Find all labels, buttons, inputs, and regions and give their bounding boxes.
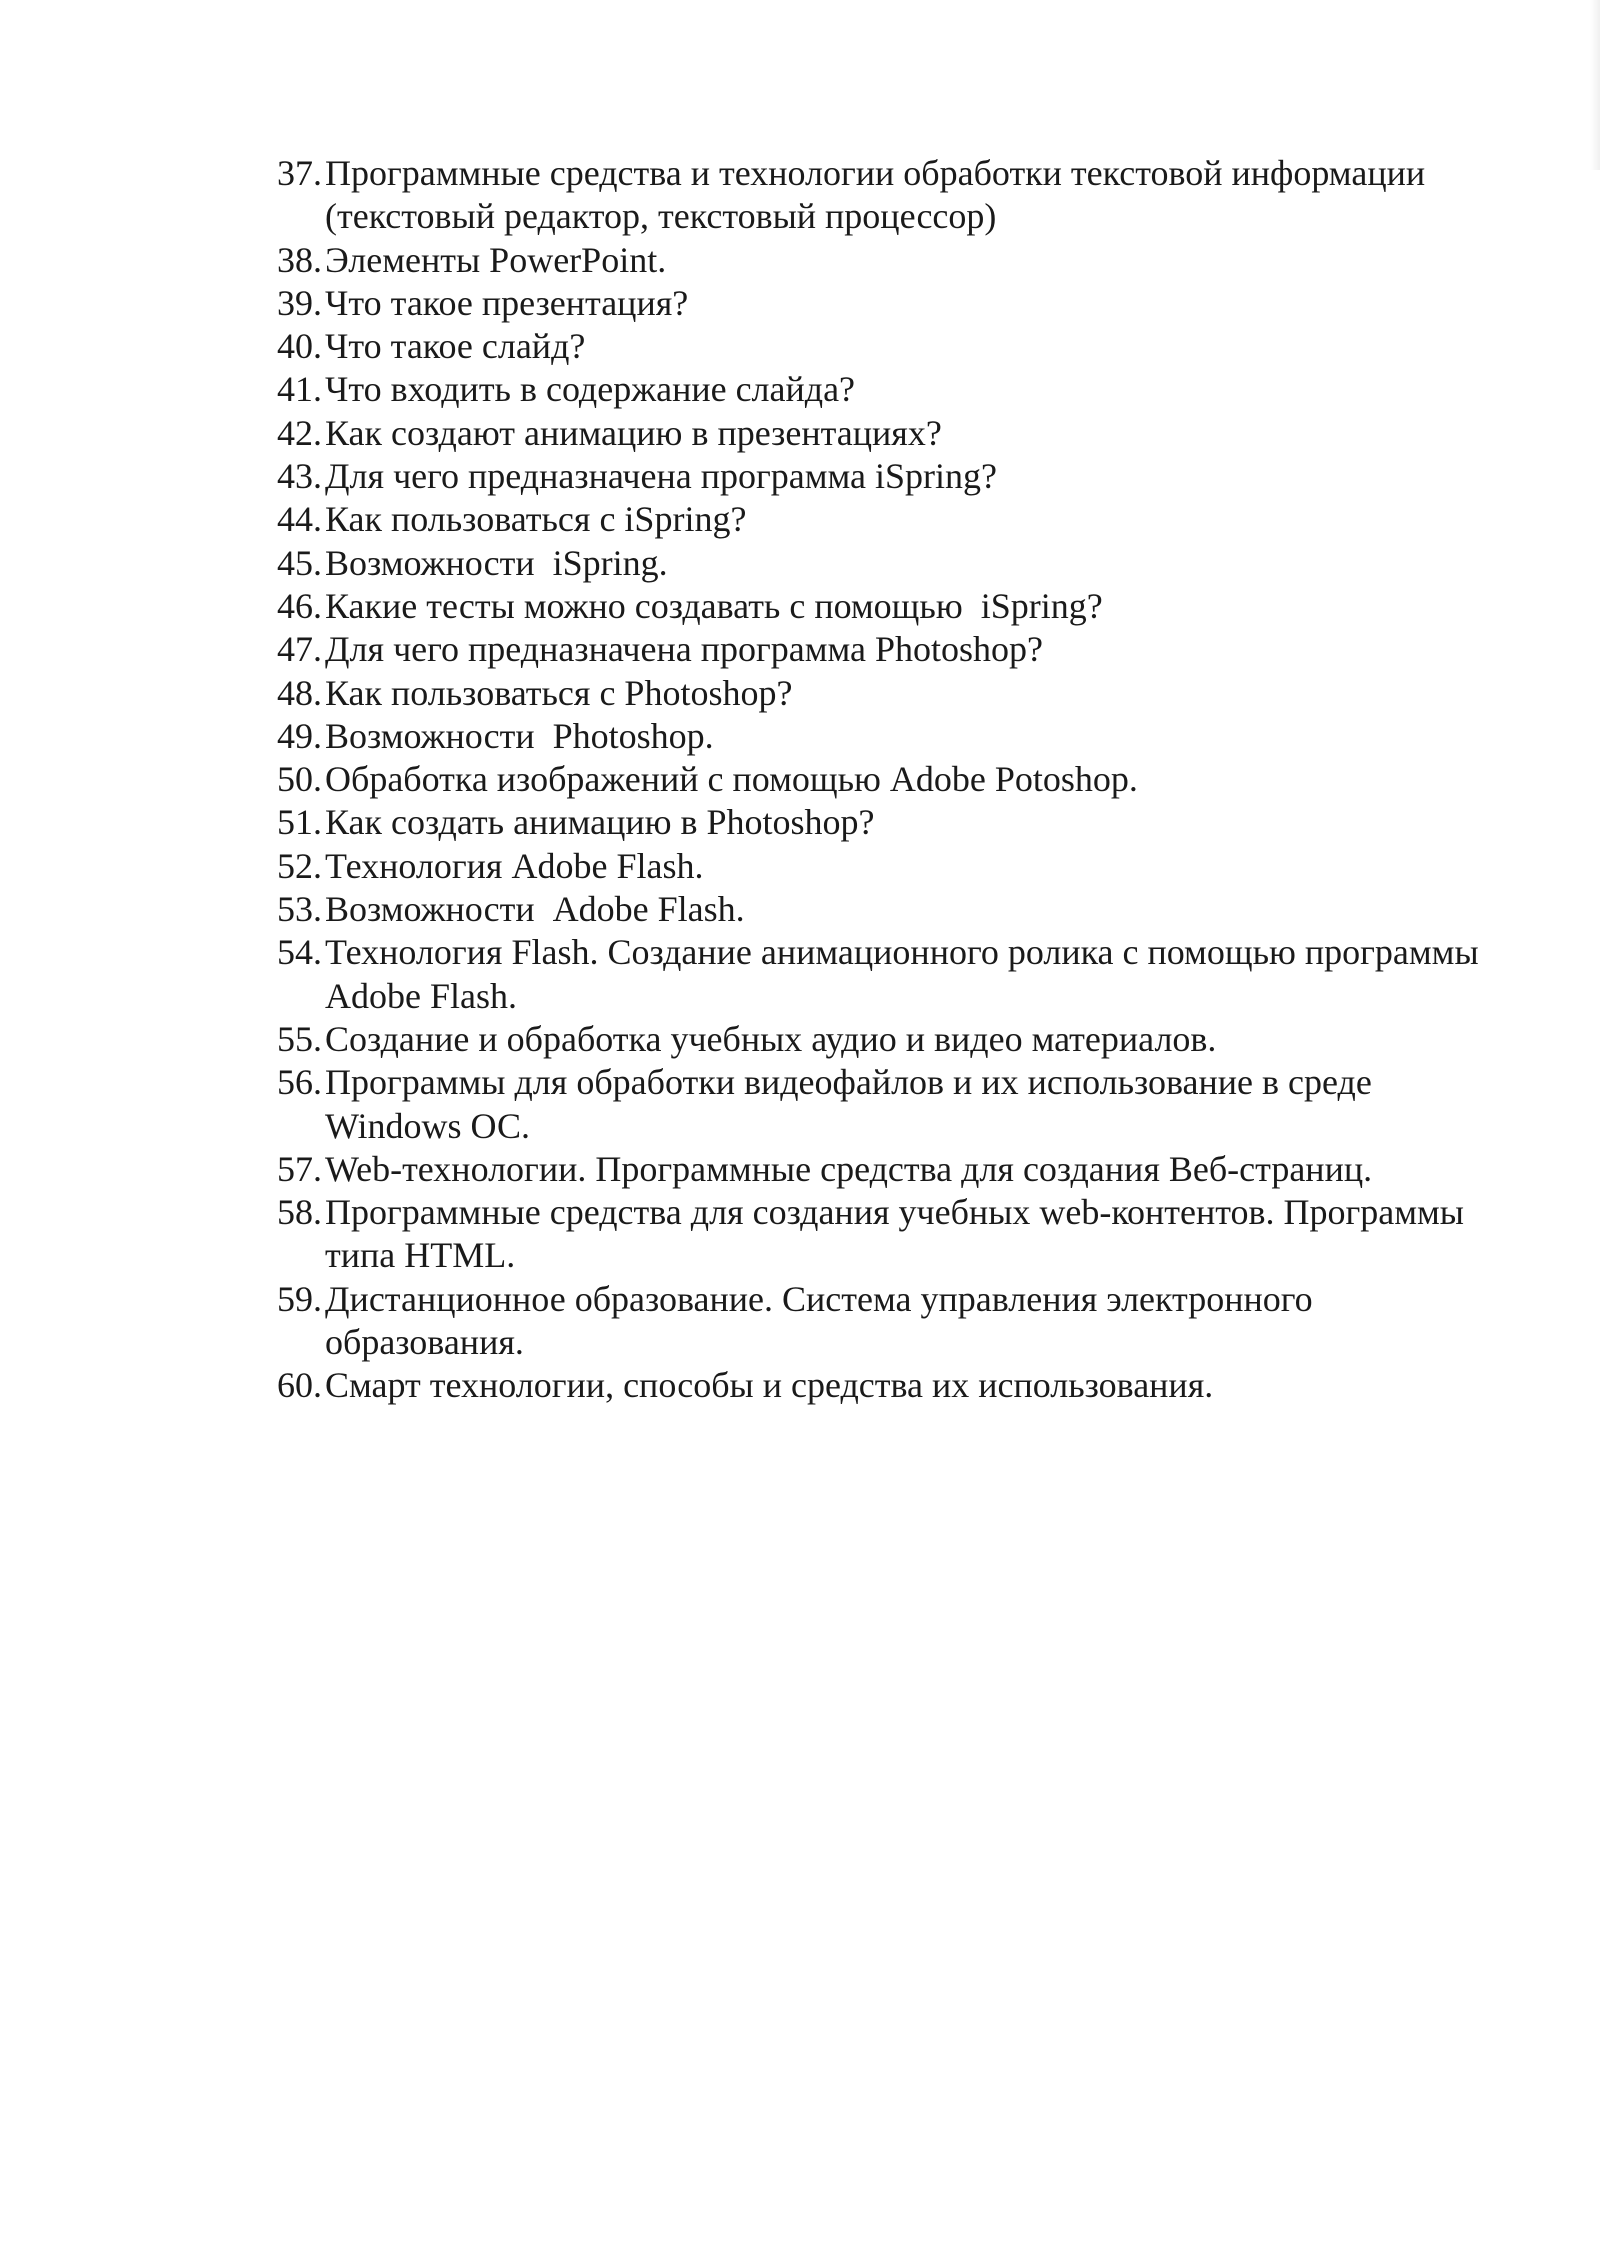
item-number: 58. [277, 1192, 322, 1233]
item-text: Что такое слайд? [325, 326, 586, 367]
item-number: 51. [277, 802, 322, 843]
item-number: 55. [277, 1018, 322, 1059]
list-item [277, 282, 1517, 325]
item-text: Программные средства для создания учебных web-контентов. Программы типа HTML. [325, 1192, 1473, 1276]
list-item [277, 1018, 1517, 1061]
list-item [277, 368, 1517, 411]
item-number: 52. [277, 845, 322, 886]
item-text: Web-технологии. Программные средства для создания Веб-страниц. [325, 1148, 1373, 1189]
item-text: Элементы PowerPoint. [325, 239, 667, 280]
item-number: 37. [277, 153, 322, 193]
list-item [277, 455, 1517, 498]
list-item [277, 498, 1517, 541]
item-number: 39. [277, 282, 322, 323]
item-number: 41. [277, 369, 322, 410]
item-text: Что такое презентация? [325, 282, 689, 323]
list-item [277, 801, 1517, 844]
list-item [277, 542, 1517, 585]
item-text: Как создать анимацию в Photoshop? [325, 802, 875, 843]
item-text: Создание и обработка учебных аудио и видео материалов. [325, 1018, 1217, 1059]
item-number: 57. [277, 1148, 322, 1189]
item-number: 45. [277, 542, 322, 583]
item-text: Какие тесты можно создавать с помощью iSpring? [325, 585, 1103, 626]
item-text: Возможности Adobe Flash. [325, 889, 745, 930]
item-text: Возможности Photoshop. [325, 715, 714, 756]
item-text: Программы для обработки видеофайлов и их использование в среде Windows ОС. [325, 1062, 1381, 1146]
item-text: Смарт технологии, способы и средства их использования. [325, 1365, 1214, 1406]
list-item [277, 1278, 1517, 1365]
item-text: Для чего предназначена программа iSpring? [325, 456, 998, 497]
list-item [277, 585, 1517, 628]
list-item [277, 239, 1517, 282]
item-number: 40. [277, 326, 322, 367]
item-text: Технология Adobe Flash. [325, 845, 704, 886]
item-number: 38. [277, 239, 322, 280]
question-list [277, 152, 1517, 1408]
item-text: Программные средства и технологии обработки текстовой информации (текстовый редактор, текстовый процессор) [325, 153, 1435, 237]
item-text: Что входить в содержание слайда? [325, 369, 856, 410]
item-number: 53. [277, 889, 322, 930]
list-item [277, 325, 1517, 368]
item-text: Для чего предназначена программа Photoshop? [325, 629, 1044, 670]
item-number: 43. [277, 456, 322, 497]
item-text: Технология Flash. Создание анимационного ролика с помощью программы Adobe Flash. [325, 932, 1488, 1016]
item-number: 49. [277, 715, 322, 756]
list-item [277, 672, 1517, 715]
list-item [277, 628, 1517, 671]
item-number: 56. [277, 1062, 322, 1103]
list-item [277, 758, 1517, 801]
item-text: Дистанционное образование. Система управления электронного образования. [325, 1278, 1322, 1363]
item-text: Как пользоваться с iSpring? [325, 499, 747, 540]
list-item [277, 1148, 1517, 1191]
item-number: 44. [277, 499, 322, 540]
item-number: 60. [277, 1365, 322, 1406]
list-item [277, 1061, 1517, 1148]
item-number: 46. [277, 585, 322, 626]
list-item [277, 715, 1517, 758]
item-number: 48. [277, 672, 322, 713]
item-number: 47. [277, 629, 322, 670]
item-number: 50. [277, 759, 322, 800]
list-item [277, 1364, 1517, 1407]
list-item [277, 888, 1517, 931]
item-text: Обработка изображений с помощью Adobe Potoshop. [325, 759, 1138, 800]
item-text: Как пользоваться с Photoshop? [325, 672, 793, 713]
item-number: 54. [277, 932, 322, 973]
item-number: 59. [277, 1278, 322, 1319]
item-text: Возможности iSpring. [325, 542, 668, 583]
list-item [277, 412, 1517, 455]
page-edge-shadow [1590, 0, 1600, 170]
list-item [277, 845, 1517, 888]
list-item [277, 152, 1517, 239]
list-item [277, 1191, 1517, 1278]
list-item [277, 931, 1517, 1018]
item-text: Как создают анимацию в презентациях? [325, 412, 942, 453]
item-number: 42. [277, 412, 322, 453]
